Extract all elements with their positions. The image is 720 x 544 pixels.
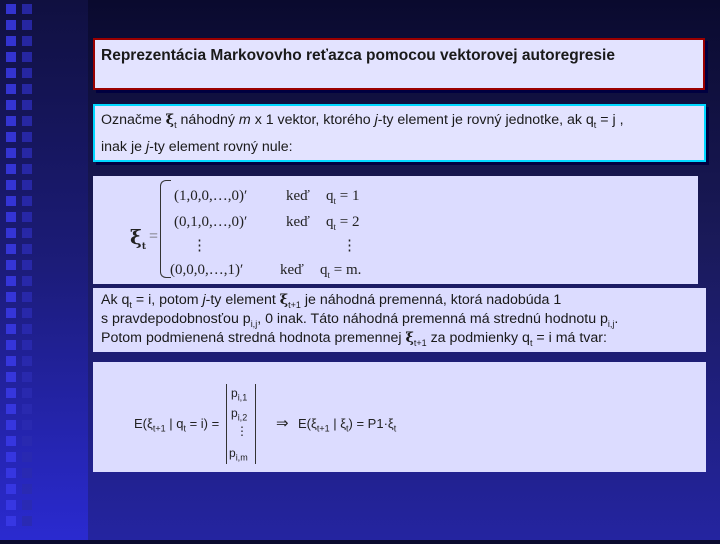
formula-row-1-vector: (1,0,0,…,0)′ (174, 188, 248, 204)
slide-title-box (93, 38, 705, 90)
formula-row-1-when: keď (286, 188, 310, 204)
explanation-paragraph-box (93, 288, 706, 352)
paragraph-line-1: Ak $q_t = i$, potom j-ty element $\xi_{t+1}$ je náhodná premenná, ktorá nadobúda 1 (101, 292, 562, 310)
formula-row-4-vector: (0,0,0,…,1)′ (170, 262, 244, 278)
formula-row-2-condition: $q_t = 2$ (326, 214, 360, 232)
vector-entry-1: $p_{i,1}$ (231, 386, 248, 403)
xi-symbol: ξ (165, 112, 175, 128)
square-column-1 (6, 0, 16, 544)
definition-box (93, 104, 706, 162)
expectation-lhs: $E(\xi_{t+1}$ | $q_t = i$) = (134, 416, 220, 434)
formula-equals: = (149, 228, 159, 245)
definition-line-1: Označme $\xi_t$ náhodný m x 1 vektor, ktorého j-ty element je rovný jednotke, ak $q_t = j$ , (101, 112, 624, 130)
formula-row-2-when: keď (286, 214, 310, 230)
formula-row-1-condition: $q_t = 1$ (326, 188, 360, 206)
formula-lhs: $\xi_t$ (130, 225, 147, 252)
formula-row-3-cond-vdots: ⋮ (342, 238, 357, 254)
square-column-2 (22, 0, 32, 544)
vector-entry-vdots: ⋮ (236, 424, 248, 438)
vector-entry-2: $p_{i,2}$ (231, 406, 248, 423)
definition-line-2: inak je j-ty element rovný nule: (101, 139, 293, 155)
left-decoration-strip (0, 0, 88, 540)
vector-entry-m: $p_{i,m}$ (229, 446, 248, 463)
expectation-rhs: $E(\xi_{t+1}$ | $\xi_t) = P1\cdot\xi_t$ (298, 416, 397, 434)
paragraph-line-3: Potom podmienená stredná hodnota premennej $\xi_{t+1}$ za podmienky $q_t = i$ má tvar: (101, 330, 607, 348)
slide-title: Reprezentácia Markovovho reťazca pomocou vektorovej autoregresie (101, 47, 615, 64)
paragraph-line-2: s pravdepodobnosťou $p_{i,j}$, 0 inak. Táto náhodná premenná má strednú hodnotu $p_{i,j}$. (101, 311, 619, 329)
implies-arrow-icon: ⇒ (276, 416, 289, 432)
formula-row-3-vdots: ⋮ (192, 238, 207, 254)
formula-row-2-vector: (0,1,0,…,0)′ (174, 214, 248, 230)
formula-row-4-condition: $q_t = m$. (320, 262, 362, 280)
formula-row-4-when: keď (280, 262, 304, 278)
